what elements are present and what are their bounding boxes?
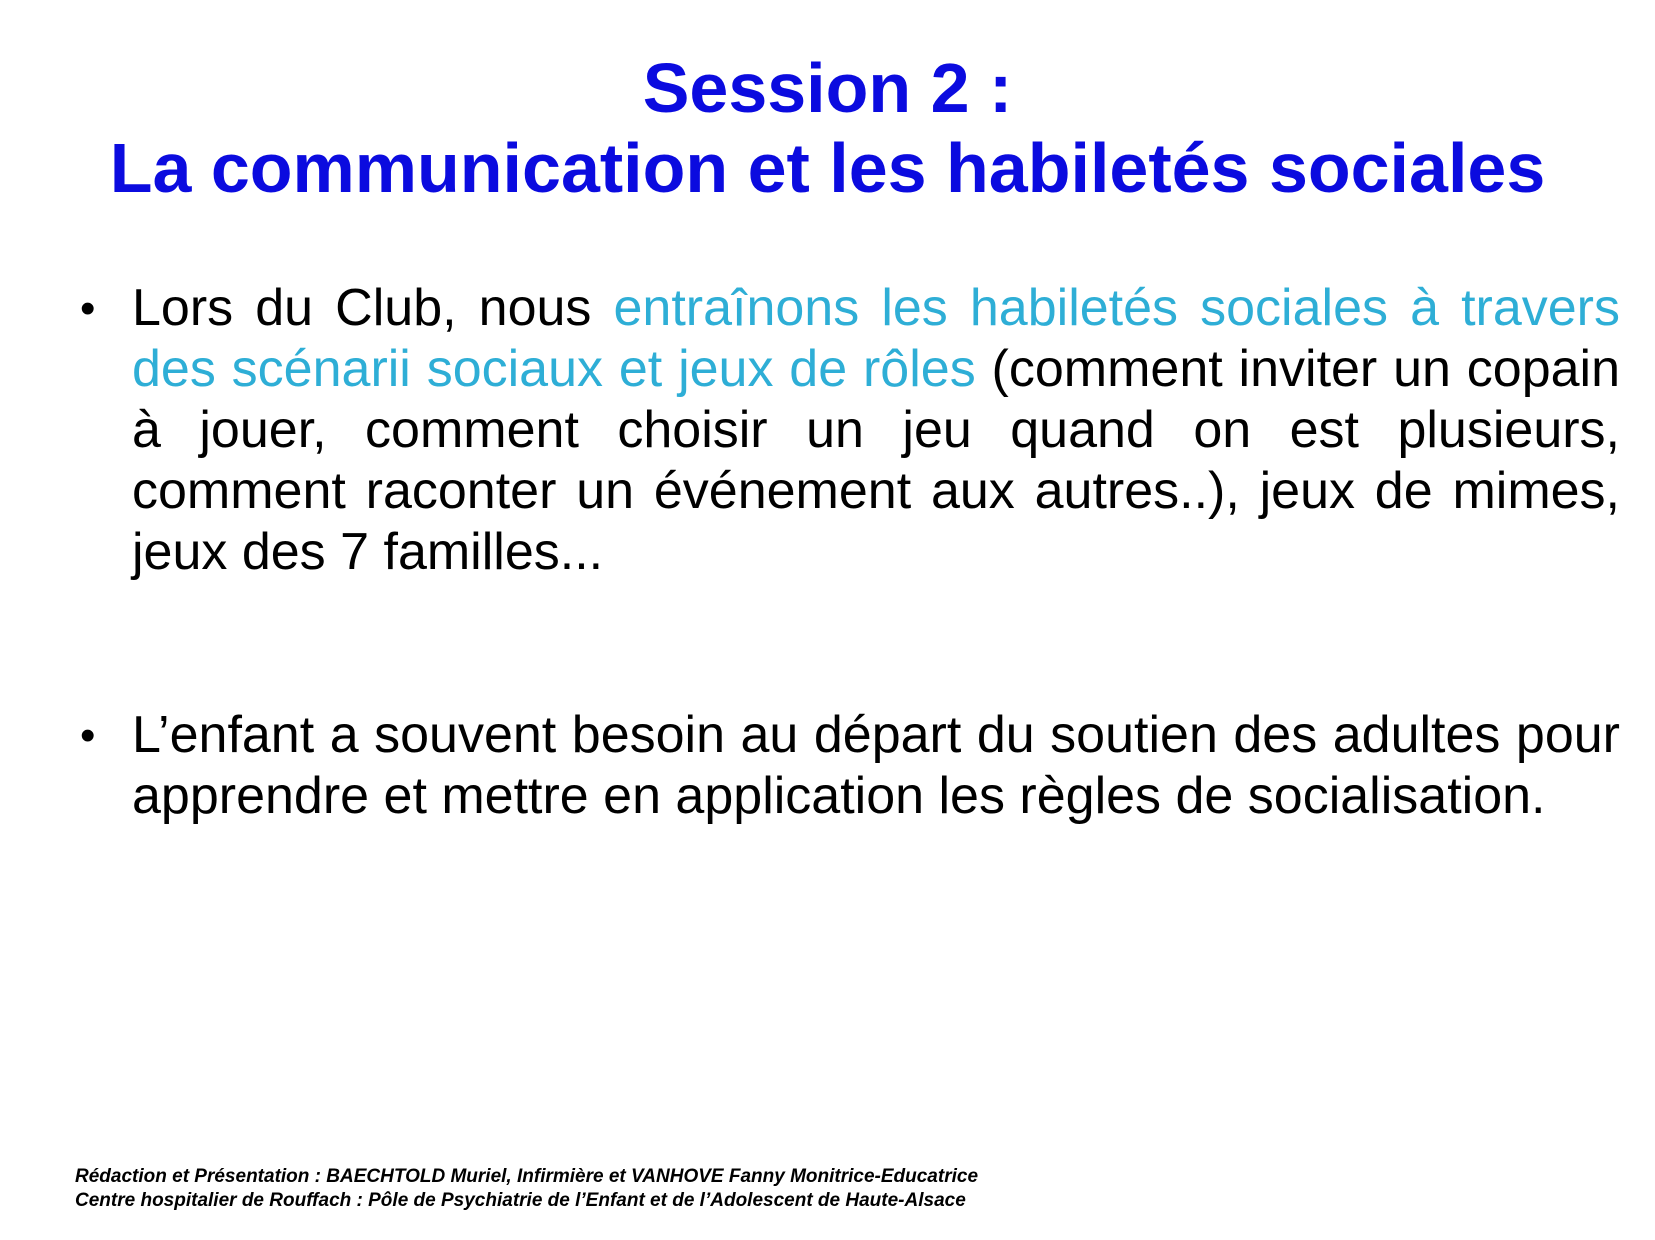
bullet-highlight-text: entraînons les habiletés sociales à travers des scénarii sociaux et jeux de rôles — [132, 279, 1620, 398]
bullet-list-first — [70, 278, 1620, 583]
bullet-list-second — [70, 705, 1620, 827]
bullet-intro-text: Lors du Club, nous — [132, 279, 614, 337]
footer-institution: Centre hospitalier de Rouffach : Pôle de Psychiatrie de l’Enfant et de l’Adolescent de Haute-Alsace — [75, 1190, 966, 1211]
title-line-subject: La communication et les habiletés sociales — [109, 129, 1546, 207]
bullet-text: L’enfant a souvent besoin au départ du soutien des adultes pour apprendre et mettre en application les règles de socialisation. — [132, 706, 1620, 825]
slide-title — [60, 48, 1595, 208]
bullet-marker: • — [80, 284, 96, 333]
bullet-item-club-activities — [70, 278, 1620, 583]
bullet-rest-text: (comment inviter un copain à jouer, comment choisir un jeu quand on est plusieurs, comment raconter un événement aux autres..), jeux de mimes, jeux des 7 familles... — [132, 340, 1621, 581]
title-line-session: Session 2 : — [642, 49, 1013, 127]
slide-footer — [75, 1165, 978, 1213]
bullet-item-adult-support — [70, 705, 1620, 827]
bullet-marker: • — [80, 711, 96, 760]
footer-authors: Rédaction et Présentation : BAECHTOLD Muriel, Infirmière et VANHOVE Fanny Monitrice-Educatrice — [75, 1166, 979, 1187]
